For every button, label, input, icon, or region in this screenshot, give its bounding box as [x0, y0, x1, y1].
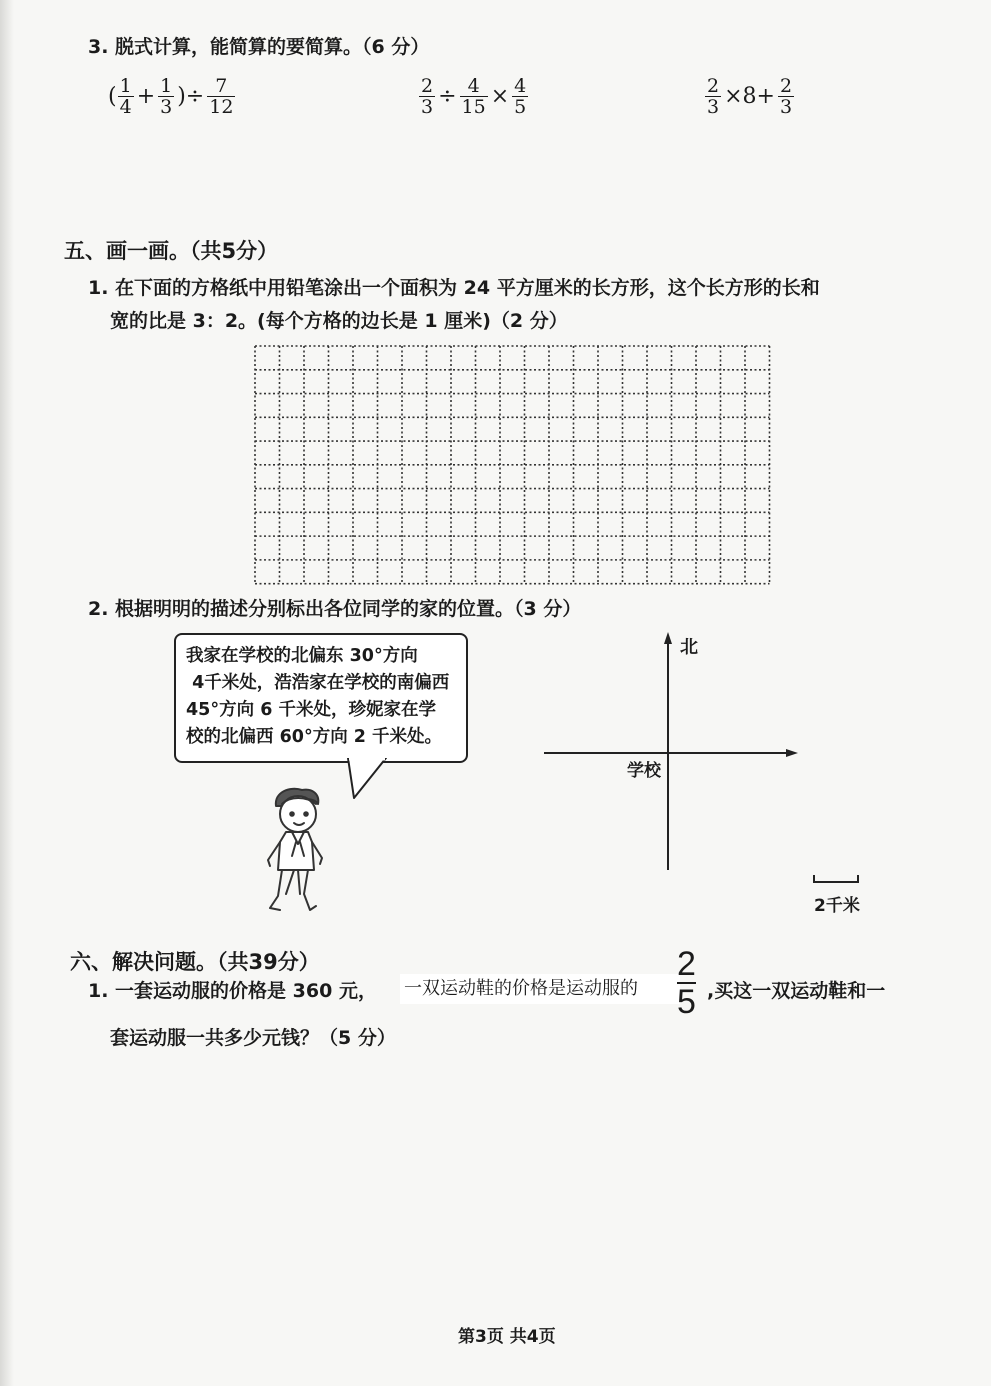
fraction-denominator: 5: [677, 983, 696, 1021]
fraction: $\frac{2}{3}$: [421, 75, 434, 118]
q3-title: 3. 脱式计算，能简算的要简算。（6 分）: [88, 36, 430, 58]
fraction: $\frac{7}{12}$: [209, 75, 234, 118]
speech-bubble: [174, 633, 468, 763]
fraction-numerator: 2: [677, 945, 696, 983]
operator: )÷: [177, 84, 205, 109]
expression-3: [704, 76, 795, 117]
school-label: 学校: [627, 761, 661, 781]
bubble-line: 校的北偏西 60°方向 2 千米处。: [186, 727, 443, 747]
grid-paper[interactable]: [252, 343, 782, 589]
section6-title: 六、解决问题。（共39分）: [70, 950, 320, 974]
s5-q1-line2: 宽的比是 3：2。(每个方格的边长是 1 厘米)（2 分）: [110, 310, 568, 332]
fraction: $\frac{2}{3}$: [707, 75, 720, 118]
section5-title: 五、画一画。（共5分）: [64, 239, 279, 263]
s5-q1-line1: 1. 在下面的方格纸中用铅笔涂出一个面积为 24 平方厘米的长方形，这个长方形的长和: [88, 277, 820, 299]
bubble-line: 45°方向 6 千米处，珍妮家在学: [186, 700, 436, 720]
operator: ×: [490, 84, 510, 109]
fraction: $\frac{4}{5}$: [514, 75, 527, 118]
bubble-tail: [340, 758, 400, 802]
compass-axes: [540, 630, 802, 874]
fraction: $\frac{1}{3}$: [160, 75, 173, 118]
fraction: $\frac{2}{3}$: [779, 75, 793, 118]
scan-edge: [0, 0, 14, 1386]
fraction: $\frac{1}{4}$: [119, 75, 132, 118]
operator: ×8+: [724, 84, 775, 109]
s6-q1-part-c: ,买这一双运动鞋和一: [707, 980, 886, 1002]
scale-bar: [812, 872, 862, 886]
page-number: 第3页 共4页: [458, 1327, 556, 1347]
bubble-line: 4千米处，浩浩家在学校的南偏西: [186, 673, 450, 693]
s5-q2-title: 2. 根据明明的描述分别标出各位同学的家的位置。（3 分）: [88, 598, 582, 620]
fraction: $\frac{4}{15}$: [461, 75, 486, 118]
expression-1: [108, 76, 236, 117]
north-label: 北: [680, 637, 698, 658]
s6-q1-part-a: 1. 一套运动服的价格是 360 元，: [88, 980, 377, 1002]
boy-illustration: [256, 784, 336, 920]
s6-q1-part-b: 一双运动鞋的价格是运动服的: [404, 978, 638, 998]
operator: ÷: [438, 84, 457, 109]
expression-2: [418, 76, 529, 117]
bubble-line: 我家在学校的北偏东 30°方向: [186, 646, 418, 666]
big-fraction: [677, 946, 696, 1020]
paren-open: (: [108, 84, 117, 109]
s6-q1-line2: 套运动服一共多少元钱？（5 分）: [110, 1027, 396, 1049]
scale-label: 2千米: [814, 896, 860, 916]
operator: +: [136, 84, 156, 109]
